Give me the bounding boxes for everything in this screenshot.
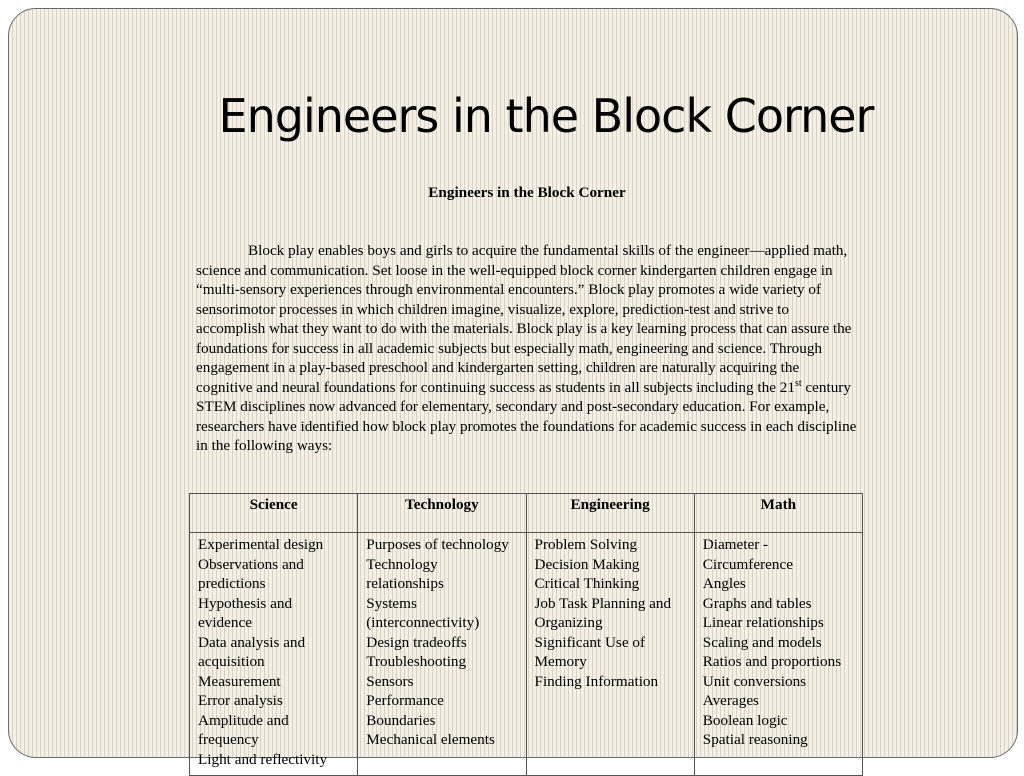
slide-title: Engineers in the Block Corner [218,89,874,143]
science-cell [190,533,358,776]
table-cell-item: Technology relationships [366,555,444,592]
technology-cell [358,533,526,776]
table-cell-item: Significant Use of Memory [534,633,646,670]
header-engineering: Engineering [526,494,694,533]
table-row [190,533,863,776]
document-content [196,183,858,456]
document-heading: Engineers in the Block Corner [428,184,626,201]
discipline-skills-table [189,493,863,776]
table-cell-item: Graphs and tables [702,594,812,612]
document-paragraph [196,241,858,456]
table-cell-item: Diameter - Circumference [702,536,793,573]
table-cell-item: Job Task Planning and Organizing [534,594,672,631]
table-cell-item: Boundaries [366,711,436,729]
table-cell-item: Critical Thinking [534,575,640,592]
paragraph-text-part1: Block play enables boys and girls to acquire the fundamental skills of the engineer—applied math, science and communication. Set loose in the well-equipped block corner kindergarten children engage in “multi-sensory experiences through environmental encounters.” Block play promotes a wide variety of sensorimotor processes in which children imagine, visualize, explore, prediction-test and strive to accomplish what they want to do with the materials. Block play is a key learning process that can assure the foundations for success in all academic subjects but especially math, engineering and science. Through engagement in a play-based preschool and kindergarten setting, children are naturally acquiring the cognitive and neural foundations for continuing success as students in all subjects including the 21 [196,242,852,396]
math-cell [694,533,862,776]
table-cell-item: Boolean logic [702,711,788,729]
table-cell-item: Hypothesis and evidence [198,594,293,631]
table-cell-item: Linear relationships [702,614,824,631]
table-header-row [190,494,863,533]
table-cell-item: Systems (interconnectivity) [366,594,480,631]
table-cell-item: Data analysis and acquisition [198,633,306,670]
table-cell-item: Scaling and models [702,633,822,651]
table-cell-item: Problem Solving [534,536,638,553]
header-technology: Technology [358,494,526,533]
header-math: Math [694,494,862,533]
table-cell-item: Spatial reasoning [702,731,808,748]
table-cell-item: Ratios and proportions [702,653,842,670]
table-cell-item: Amplitude and frequency [198,711,289,748]
table-cell-item: Unit conversions [702,672,807,690]
table-cell-item: Measurement [198,672,281,690]
table-cell-item: Mechanical elements [366,731,495,748]
table-cell-item: Light and reflectivity [198,750,328,768]
engineering-cell [526,533,694,776]
table-cell-item: Averages [702,692,759,709]
table-cell-item: Error analysis [198,692,283,709]
table-cell-item: Experimental design [198,536,324,553]
table-cell-item: Troubleshooting [366,653,467,670]
table-cell-item: Observations and predictions [198,555,304,592]
table-cell-item: Design tradeoffs [366,633,467,651]
table-cell-item: Purposes of technology [366,536,509,553]
table-cell-item: Finding Information [534,672,659,690]
paragraph-superscript: st [794,377,802,389]
paragraph-text-part2: century STEM disciplines now advanced for elementary, secondary and post-secondary education. For example, researchers have identified how block play promotes the foundations for academic success in each discipline in the following ways: [196,378,857,454]
table-cell-item: Angles [702,575,746,592]
table-cell-item: Performance [366,692,444,709]
table-cell-item: Decision Making [534,555,640,573]
header-science: Science [190,494,358,533]
table-cell-item: Sensors [366,672,414,690]
